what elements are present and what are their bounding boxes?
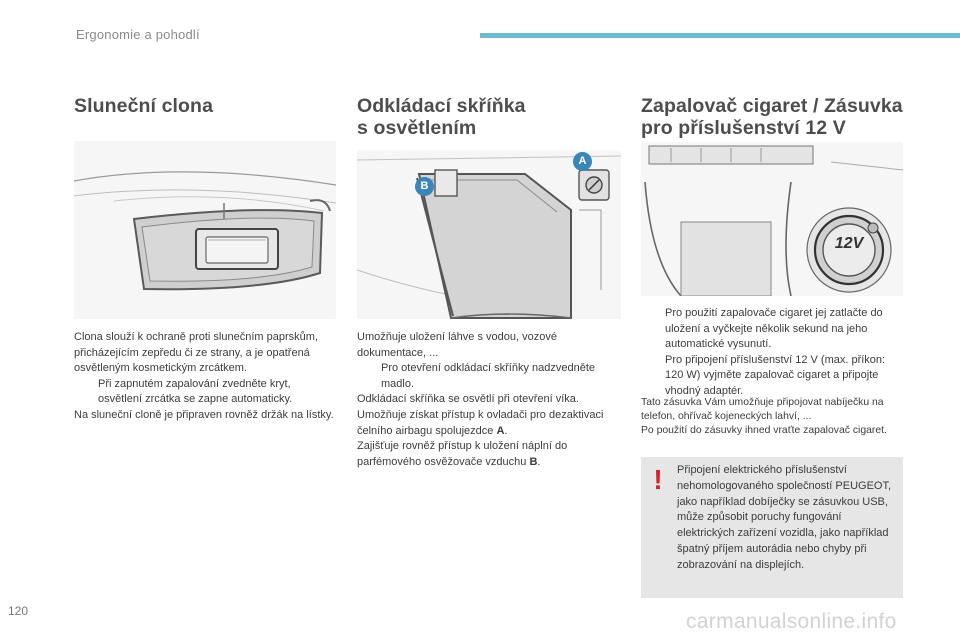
illustration-sun-visor — [74, 141, 336, 319]
socket-12v-label: 12V — [834, 235, 864, 252]
title-lighter-line1: Zapalovač cigaret / Zásuvka — [641, 95, 903, 117]
sun-visor-bullet — [74, 377, 336, 408]
warning-icon: ! — [653, 464, 663, 495]
socket-drawing — [641, 142, 903, 296]
glove-box-light-text: Odkládací skříňka se osvětlí při otevření víka. — [357, 393, 579, 406]
glove-box-bullet-text: Pro otevření odkládací skříňky nadzvedněte madlo. — [381, 362, 596, 390]
airbag-ref-a: A — [496, 424, 505, 437]
glove-box-bullet — [357, 361, 621, 392]
label-b-text: B — [420, 180, 429, 192]
glove-box-perfume-text: Zajišťuje rovněž přístup k uložení náplní do parfémového osvěžovače vzduchu B. — [357, 440, 568, 468]
lighter-return-text: Po použití do zásuvky ihned vraťte zapalovač cigaret. — [641, 425, 887, 436]
illustration-glove-box — [357, 150, 621, 319]
text-sun-visor — [74, 330, 336, 424]
sun-visor-bullet-text: Při zapnutém zapalování zvedněte kryt, osvětlení zrcátka se zapne automaticky. — [98, 377, 293, 406]
illustration-12v-socket — [641, 142, 903, 296]
page-number: 120 — [8, 604, 29, 618]
header-accent-bar — [480, 33, 960, 38]
lighter-bullet-2 — [641, 353, 903, 400]
section-header-title: Ergonomie a pohodlí — [76, 27, 200, 42]
label-b-badge — [415, 177, 434, 196]
title-sun-visor: Sluneční clona — [74, 95, 214, 117]
glove-box-airbag-text: Umožňuje získat přístup k ovladači pro dezaktivaci čelního airbagu spolujezdce A. — [357, 408, 604, 437]
lighter-bullet-1-text: Pro použití zapalovače cigaret jej zatlačte do uložení a vyčkejte několik sekund na jeho automatické vysunutí. — [665, 307, 883, 351]
perfume-ref-b: B — [529, 455, 538, 468]
label-a-text: A — [578, 155, 587, 167]
lighter-bullet-2-text: Pro připojení příslušenství 12 V (max. příkon: 120 W) vyjměte zapalovač cigaret a připojte vhodný adaptér. — [665, 353, 886, 397]
text-lighter-usage — [641, 396, 903, 438]
title-glove-box-line1: Odkládací skříňka — [357, 95, 526, 117]
text-glove-box — [357, 330, 621, 470]
label-a-badge — [573, 152, 592, 171]
sun-visor-tail: Na sluneční cloně je připraven rovněž držák na lístky. — [74, 408, 334, 421]
glove-box-drawing — [357, 150, 621, 319]
glove-box-intro: Umožňuje uložení láhve s vodou, vozové dokumentace, ... — [357, 331, 557, 359]
warning-text: Připojení elektrického příslušenství nehomologovaného společností PEUGEOT, jako například dobíječky se zásuvkou USB, může způsobit poruchy fungování elektrických zařízení vozidla, jako například špatný příjem autorádia nebo chyby při zobrazování na displejích. — [677, 464, 892, 571]
column-cigarette-lighter — [641, 95, 904, 139]
watermark: carmanualsonline.info — [686, 610, 897, 633]
lighter-usage-text: Tato zásuvka Vám umožňuje připojovat nabíječku na telefon, ohřívač kojeneckých lahví, ... — [641, 397, 884, 422]
sun-visor-intro: Clona slouží k ochraně proti slunečním paprskům, přicházejícím zepředu či ze strany, a je opatřená osvětleným kosmetickým zrcátkem. — [74, 331, 318, 375]
column-sun-visor — [74, 95, 336, 117]
title-lighter-line2: pro příslušenství 12 V — [641, 117, 846, 139]
text-lighter-bullets — [641, 306, 903, 400]
lighter-bullet-1 — [641, 306, 903, 353]
title-glove-box-line2: s osvětlením — [357, 117, 477, 139]
warning-box — [641, 457, 903, 598]
sun-visor-drawing — [74, 141, 336, 319]
column-glove-box — [357, 95, 621, 139]
